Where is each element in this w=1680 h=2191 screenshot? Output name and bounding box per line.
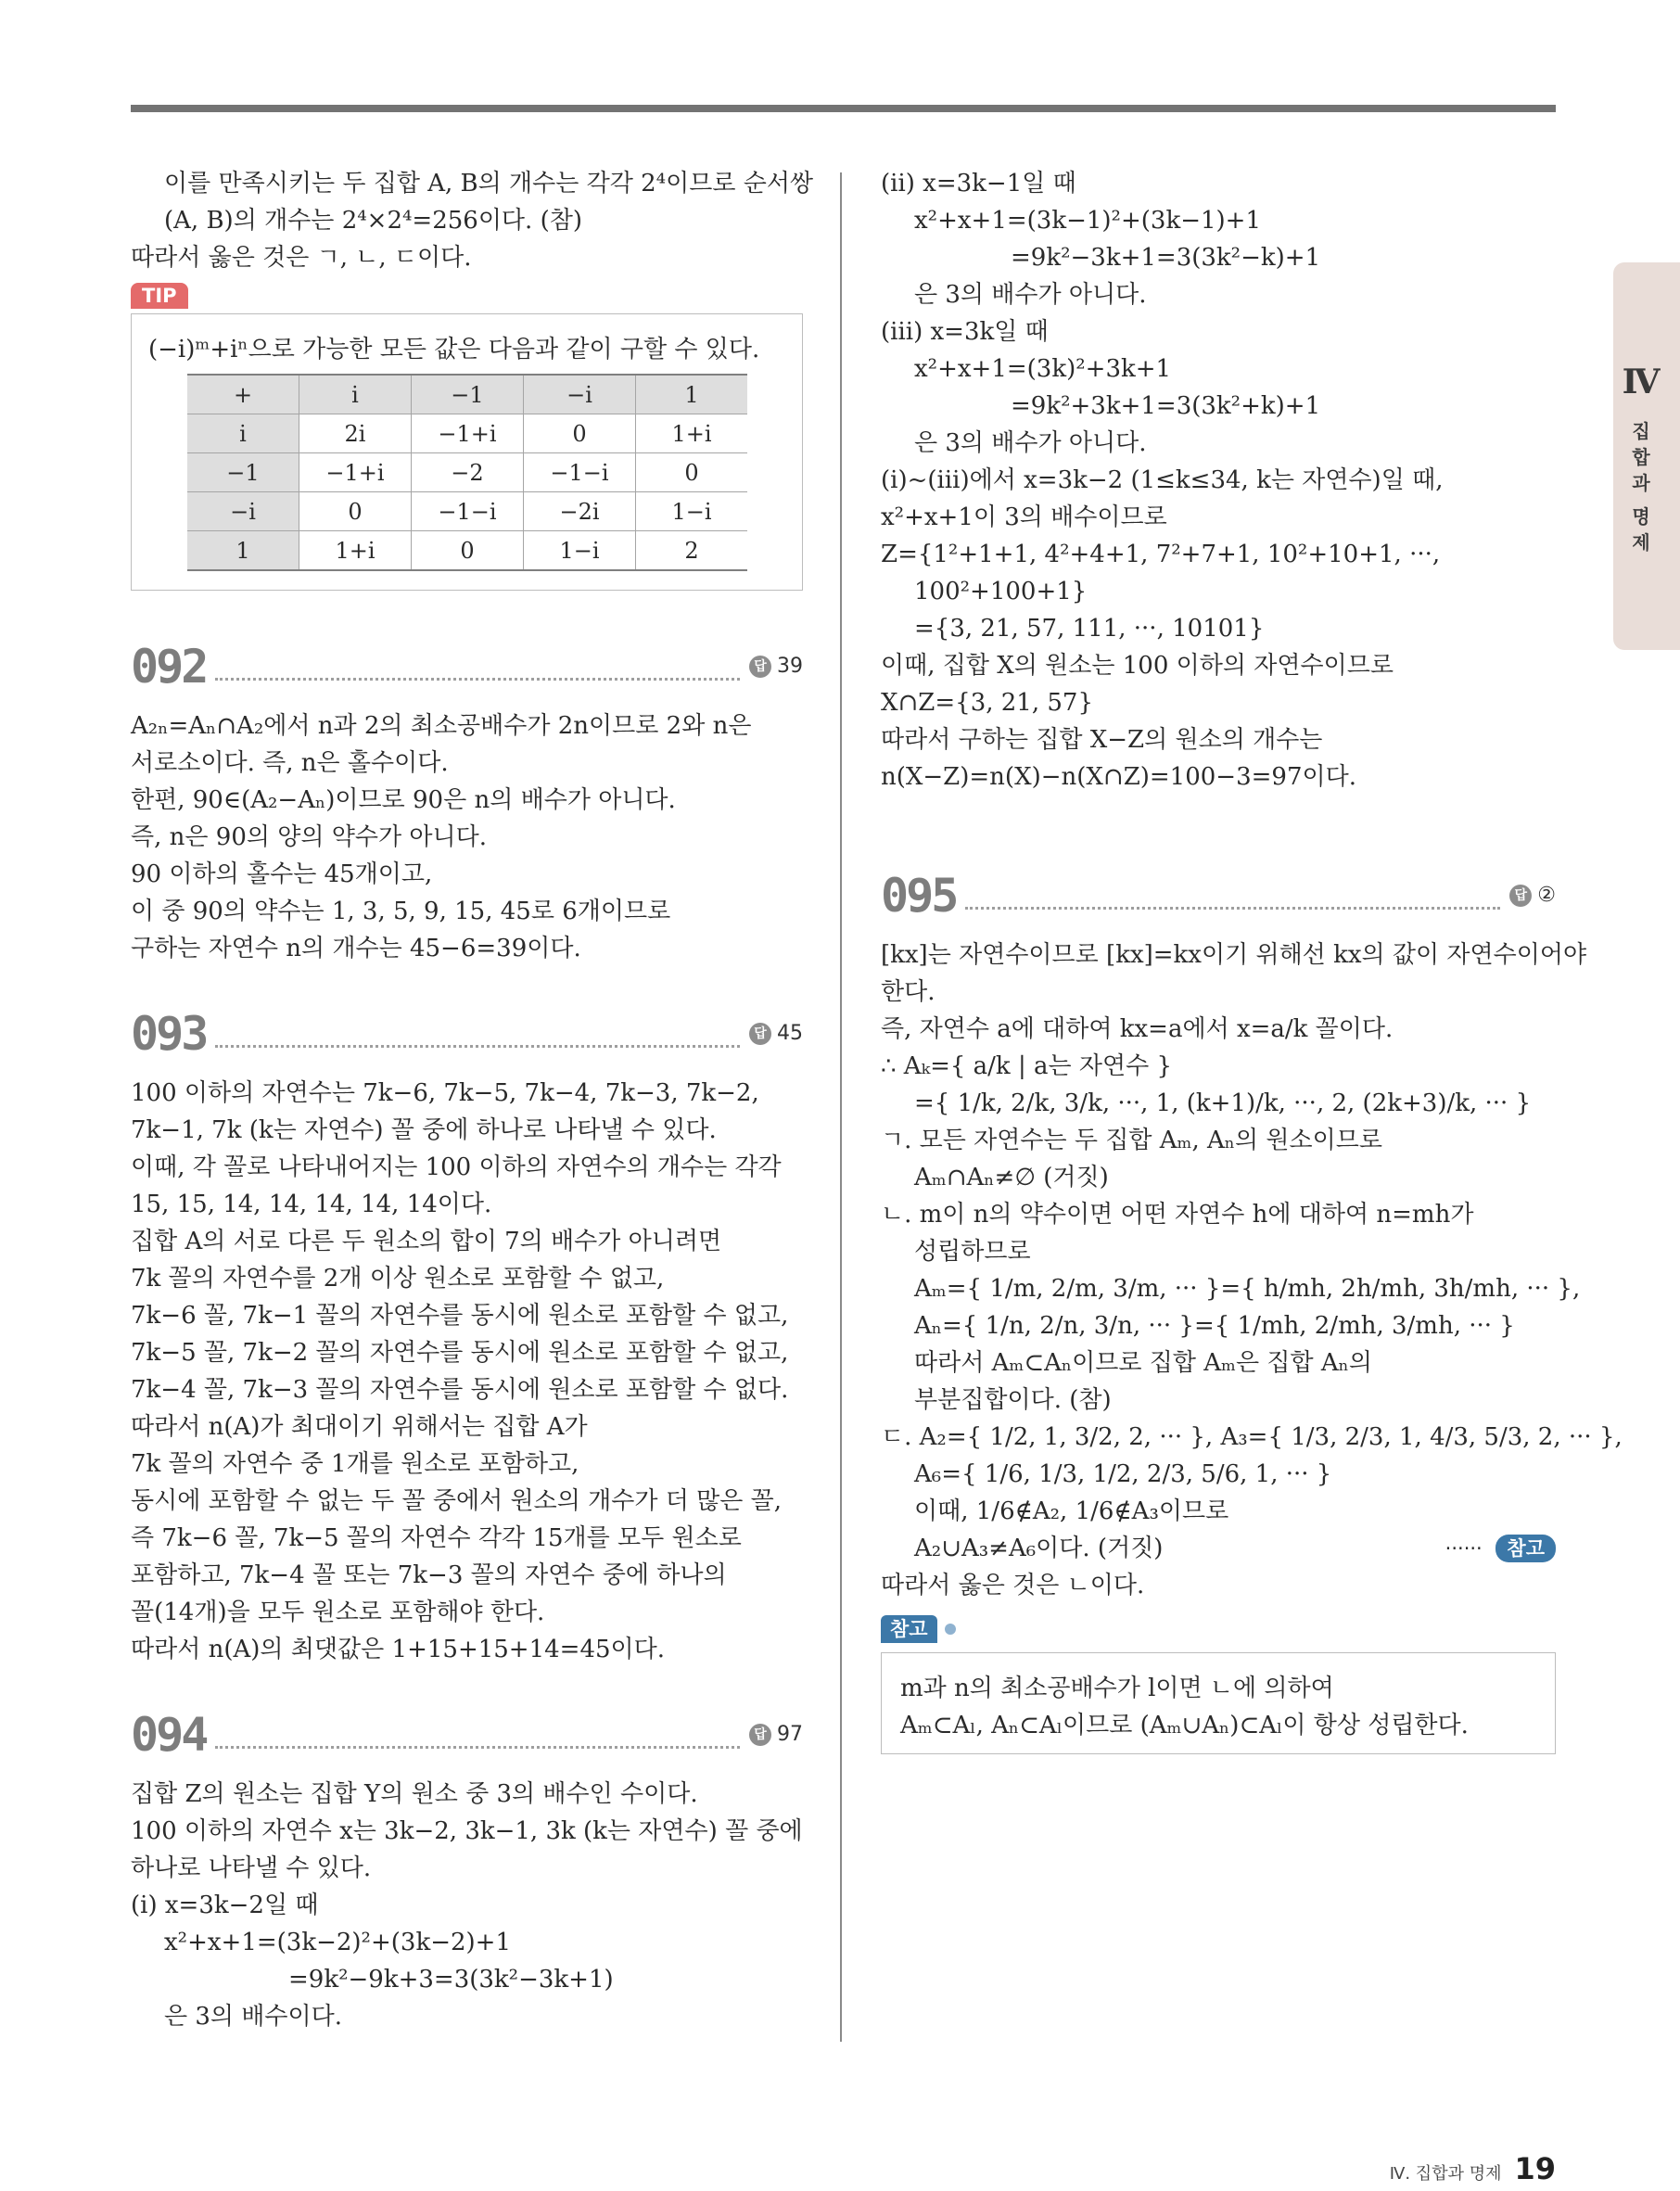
note-tag: 참고 — [881, 1615, 937, 1643]
footer-chapter: Ⅳ. 집합과 명제 — [1389, 2164, 1502, 2184]
answer-badge — [749, 1015, 803, 1052]
table-cell: i — [299, 375, 412, 414]
chapter-roman-numeral: Ⅳ — [1622, 363, 1661, 401]
answer-badge — [1509, 877, 1556, 914]
chapter-char: 명 — [1632, 505, 1650, 528]
table-row — [187, 375, 747, 414]
solution-line: 서로소이다. 즉, n은 홀수이다. — [131, 749, 449, 777]
equation-line: =9k²−3k+1=3(3k²−k)+1 — [1011, 244, 1321, 272]
chapter-char: 과 — [1632, 472, 1650, 494]
table-cell: 1 — [636, 375, 748, 414]
solution-line: ㄴ. m이 n의 약수이면 어떤 자연수 h에 대하여 n=mh가 — [881, 1201, 1474, 1229]
table-cell: 2 — [636, 531, 748, 571]
solution-line: 15, 15, 14, 14, 14, 14, 14이다. — [131, 1191, 492, 1218]
solution-line: 7k−1, 7k (k는 자연수) 꼴 중에 하나로 나타낼 수 있다. — [131, 1116, 717, 1144]
solution-line: Aₙ={ 1/n, 2/n, 3/n, ··· }={ 1/mh, 2/mh, 3/mh, ··· } — [914, 1312, 1515, 1340]
equation-line: x²+x+1=(3k)²+3k+1 — [914, 355, 1172, 383]
chapter-vertical-title — [1613, 418, 1669, 555]
equation-line: x²+x+1=(3k−1)²+(3k−1)+1 — [914, 207, 1262, 235]
case-title: (ⅲ) x=3k일 때 — [881, 318, 1049, 346]
solution-line: 한다. — [881, 978, 935, 1006]
solution-line: 성립하므로 — [914, 1238, 1031, 1266]
solution-line: 하나로 나타낼 수 있다. — [131, 1854, 372, 1882]
intro-line: 따라서 옳은 것은 ㄱ, ㄴ, ㄷ이다. — [131, 244, 472, 272]
solution-line: 7k−4 꼴, 7k−3 꼴의 자연수를 동시에 원소로 포함할 수 없다. — [131, 1376, 789, 1404]
solution-line: 7k 꼴의 자연수를 2개 이상 원소로 포함할 수 없고, — [131, 1265, 665, 1293]
solution-line: 즉, n은 90의 양의 약수가 아니다. — [131, 823, 487, 851]
solution-line: Aₘ={ 1/m, 2/m, 3/m, ··· }={ h/mh, 2h/mh, 3h/mh, ··· }, — [914, 1275, 1581, 1303]
equation-line: =9k²+3k+1=3(3k²+k)+1 — [1011, 392, 1321, 420]
solution-line: 즉, 자연수 a에 대하여 kx=a에서 x=a/k 꼴이다. — [881, 1015, 1394, 1043]
solution-line: 집합 A의 서로 다른 두 원소의 합이 7의 배수가 아니려면 — [131, 1228, 722, 1255]
table-cell: −1 — [412, 375, 524, 414]
dotted-leader — [215, 1722, 740, 1749]
chapter-char: 합 — [1632, 446, 1650, 468]
solution-line: 7k−6 꼴, 7k−1 꼴의 자연수를 동시에 원소로 포함할 수 없고, — [131, 1302, 789, 1330]
dotted-leader — [215, 1021, 740, 1048]
problem-header-093 — [131, 1008, 803, 1060]
equation-line: x²+x+1=(3k−2)²+(3k−2)+1 — [164, 1929, 512, 1956]
solution-line: 100 이하의 자연수는 7k−6, 7k−5, 7k−4, 7k−3, 7k−2, — [131, 1079, 759, 1107]
solution-line: 이때, 1/6∉A₂, 1/6∉A₃이므로 — [914, 1497, 1229, 1525]
solution-line: 구하는 자연수 n의 개수는 45−6=39이다. — [131, 935, 581, 962]
table-cell: 0 — [636, 453, 748, 492]
solution-line: Aₘ∩Aₙ≠∅ (거짓) — [914, 1164, 1109, 1191]
solution-line: 따라서 구하는 집합 X−Z의 원소의 개수는 — [881, 726, 1323, 754]
reference-pill: 참고 — [1495, 1535, 1556, 1562]
answer-icon: 답 — [749, 1023, 771, 1045]
dotted-leader — [965, 883, 1500, 910]
solution-line: ={ 1/k, 2/k, 3/k, ···, 1, (k+1)/k, ···, 2, (2k+3)/k, ··· } — [914, 1089, 1532, 1117]
solution-line: 즉 7k−6 꼴, 7k−5 꼴의 자연수 각각 15개를 모두 원소로 — [131, 1524, 742, 1552]
table-cell: 0 — [412, 531, 524, 571]
solution-line: 한편, 90∈(A₂−Aₙ)이므로 90은 n의 배수가 아니다. — [131, 786, 676, 814]
solution-line: X∩Z={3, 21, 57} — [881, 689, 1093, 717]
table-cell: −i — [187, 492, 299, 531]
page-number: 19 — [1514, 2151, 1556, 2186]
table-cell: −2 — [412, 453, 524, 492]
solution-line: (ⅰ)~(ⅲ)에서 x=3k−2 (1≤k≤34, k는 자연수)일 때, — [881, 466, 1444, 494]
answer-value: 39 — [777, 655, 803, 678]
table-cell: −1−i — [412, 492, 524, 531]
table-cell: 0 — [524, 414, 636, 453]
problem-header-095 — [881, 870, 1556, 922]
reference-dots: ······ — [1445, 1537, 1483, 1560]
solution-line: x²+x+1이 3의 배수이므로 — [881, 503, 1167, 531]
solution-line: 따라서 n(A)가 최대이기 위해서는 집합 A가 — [131, 1413, 588, 1441]
answer-value: 45 — [777, 1022, 803, 1045]
problem-number: 093 — [131, 1007, 207, 1061]
table-cell: −1−i — [524, 453, 636, 492]
table-cell: 1 — [187, 531, 299, 571]
case-title: (ⅱ) x=3k−1일 때 — [881, 170, 1076, 197]
chapter-char: 제 — [1632, 531, 1650, 554]
solution-line — [881, 1530, 1556, 1567]
equation-line: =9k²−9k+3=3(3k²−3k+1) — [288, 1966, 614, 1994]
solution-line: 90 이하의 홀수는 45개이고, — [131, 860, 433, 888]
table-cell: 1+i — [299, 531, 412, 571]
solution-line: 따라서 옳은 것은 ㄴ이다. — [881, 1572, 1145, 1599]
answer-icon: 답 — [749, 656, 771, 678]
solution-line: 100 이하의 자연수 x는 3k−2, 3k−1, 3k (k는 자연수) 꼴 중에 — [131, 1817, 803, 1845]
solution-line: 은 3의 배수가 아니다. — [914, 281, 1147, 309]
solution-line: 동시에 포함할 수 없는 두 꼴 중에서 원소의 개수가 더 많은 꼴, — [131, 1487, 782, 1515]
solution-line: ={3, 21, 57, 111, ···, 10101} — [914, 615, 1265, 643]
reference-marker — [1445, 1530, 1556, 1567]
table-row — [187, 492, 747, 531]
note-section — [881, 1610, 1556, 1754]
solution-line: 집합 Z의 원소는 집합 Y의 원소 중 3의 배수인 수이다. — [131, 1780, 698, 1808]
problem-number: 094 — [131, 1708, 207, 1762]
table-row — [187, 453, 747, 492]
table-cell: −1 — [187, 453, 299, 492]
chapter-side-tab — [1613, 262, 1680, 650]
answer-icon: 답 — [749, 1724, 771, 1746]
chapter-char: 집 — [1632, 420, 1650, 442]
table-cell: 1+i — [636, 414, 748, 453]
answer-icon: 답 — [1509, 885, 1532, 907]
note-line: Aₘ⊂Aₗ, Aₙ⊂Aₗ이므로 (Aₘ∪Aₙ)⊂Aₗ이 항상 성립한다. — [900, 1712, 1469, 1739]
solution-line: 이 중 90의 약수는 1, 3, 5, 9, 15, 45로 6개이므로 — [131, 898, 671, 925]
table-cell: 1−i — [524, 531, 636, 571]
answer-value: 97 — [777, 1723, 803, 1746]
note-dot-icon — [945, 1624, 956, 1635]
table-row — [187, 414, 747, 453]
solution-line: 꼴(14개)을 모두 원소로 포함해야 한다. — [131, 1599, 545, 1626]
solution-line: ㄷ. A₂={ 1/2, 1, 3/2, 2, ··· }, A₃={ 1/3, 2/3, 1, 4/3, 5/3, 2, ··· }, — [881, 1423, 1623, 1451]
right-column — [881, 165, 1623, 1754]
tip-tag: TIP — [131, 283, 188, 309]
page-footer — [1390, 2151, 1556, 2186]
table-cell: i — [187, 414, 299, 453]
answer-badge — [749, 648, 803, 685]
left-column — [131, 165, 814, 2035]
case-title: (ⅰ) x=3k−2일 때 — [131, 1892, 319, 1919]
solution-line: 포함하고, 7k−4 꼴 또는 7k−3 꼴의 자연수 중에 하나의 — [131, 1561, 727, 1589]
solution-line: Z={1²+1+1, 4²+4+1, 7²+7+1, 10²+10+1, ···, — [881, 541, 1441, 568]
solution-line: 7k−5 꼴, 7k−2 꼴의 자연수를 동시에 원소로 포함할 수 없고, — [131, 1339, 789, 1367]
note-box — [881, 1652, 1556, 1754]
solution-line: 따라서 Aₘ⊂Aₙ이므로 집합 Aₘ은 집합 Aₙ의 — [914, 1349, 1372, 1377]
solution-line: [kx]는 자연수이므로 [kx]=kx이기 위해선 kx의 값이 자연수이어야 — [881, 941, 1587, 969]
answer-value: ② — [1537, 884, 1556, 907]
table-cell: −1+i — [412, 414, 524, 453]
problem-header-092 — [131, 641, 803, 693]
table-cell: −1+i — [299, 453, 412, 492]
solution-line: ㄱ. 모든 자연수는 두 집합 Aₘ, Aₙ의 원소이므로 — [881, 1127, 1382, 1154]
note-line: m과 n의 최소공배수가 l이면 ㄴ에 의하여 — [900, 1675, 1334, 1702]
tip-box — [131, 313, 803, 591]
solution-line: A₂ₙ=Aₙ∩A₂에서 n과 2의 최소공배수가 2n이므로 2와 n은 — [131, 712, 752, 740]
solution-line: n(X−Z)=n(X)−n(X∩Z)=100−3=97이다. — [881, 763, 1357, 791]
dotted-leader — [215, 654, 740, 681]
table-row — [187, 531, 747, 571]
problem-header-094 — [131, 1709, 803, 1761]
solution-line: 이때, 각 꼴로 나타내어지는 100 이하의 자연수의 개수는 각각 — [131, 1153, 782, 1181]
solution-line: 은 3의 배수이다. — [164, 2003, 343, 2031]
solution-line: ∴ Aₖ={ a/k | a는 자연수 } — [881, 1052, 1172, 1080]
table-cell: −i — [524, 375, 636, 414]
solution-line: 7k 꼴의 자연수 중 1개를 원소로 포함하고, — [131, 1450, 579, 1478]
table-cell: −2i — [524, 492, 636, 531]
problem-number: 095 — [881, 869, 957, 923]
tip-table — [187, 374, 747, 571]
intro-line: 이를 만족시키는 두 집합 A, B의 개수는 각각 2⁴이므로 순서쌍 — [164, 170, 814, 197]
top-rule — [131, 105, 1556, 112]
solution-line: 은 3의 배수가 아니다. — [914, 429, 1147, 457]
solution-line: 이때, 집합 X의 원소는 100 이하의 자연수이므로 — [881, 652, 1394, 680]
intro-line: (A, B)의 개수는 2⁴×2⁴=256이다. (참) — [164, 207, 582, 235]
solution-line: 부분집합이다. (참) — [914, 1386, 1112, 1414]
solution-line: 따라서 n(A)의 최댓값은 1+15+15+14=45이다. — [131, 1636, 666, 1663]
solution-line: 100²+100+1} — [914, 578, 1088, 605]
table-cell: 2i — [299, 414, 412, 453]
solution-text: A₂∪A₃≠A₆이다. (거짓) — [914, 1535, 1164, 1562]
column-divider — [840, 172, 842, 2042]
table-cell: 1−i — [636, 492, 748, 531]
solution-line: A₆={ 1/6, 1/3, 1/2, 2/3, 5/6, 1, ··· } — [914, 1460, 1332, 1488]
tip-title: (−i)ᵐ+iⁿ으로 가능한 모든 값은 다음과 같이 구할 수 있다. — [148, 336, 760, 363]
answer-badge — [749, 1716, 803, 1753]
table-cell: 0 — [299, 492, 412, 531]
table-cell: + — [187, 375, 299, 414]
problem-number: 092 — [131, 640, 207, 694]
